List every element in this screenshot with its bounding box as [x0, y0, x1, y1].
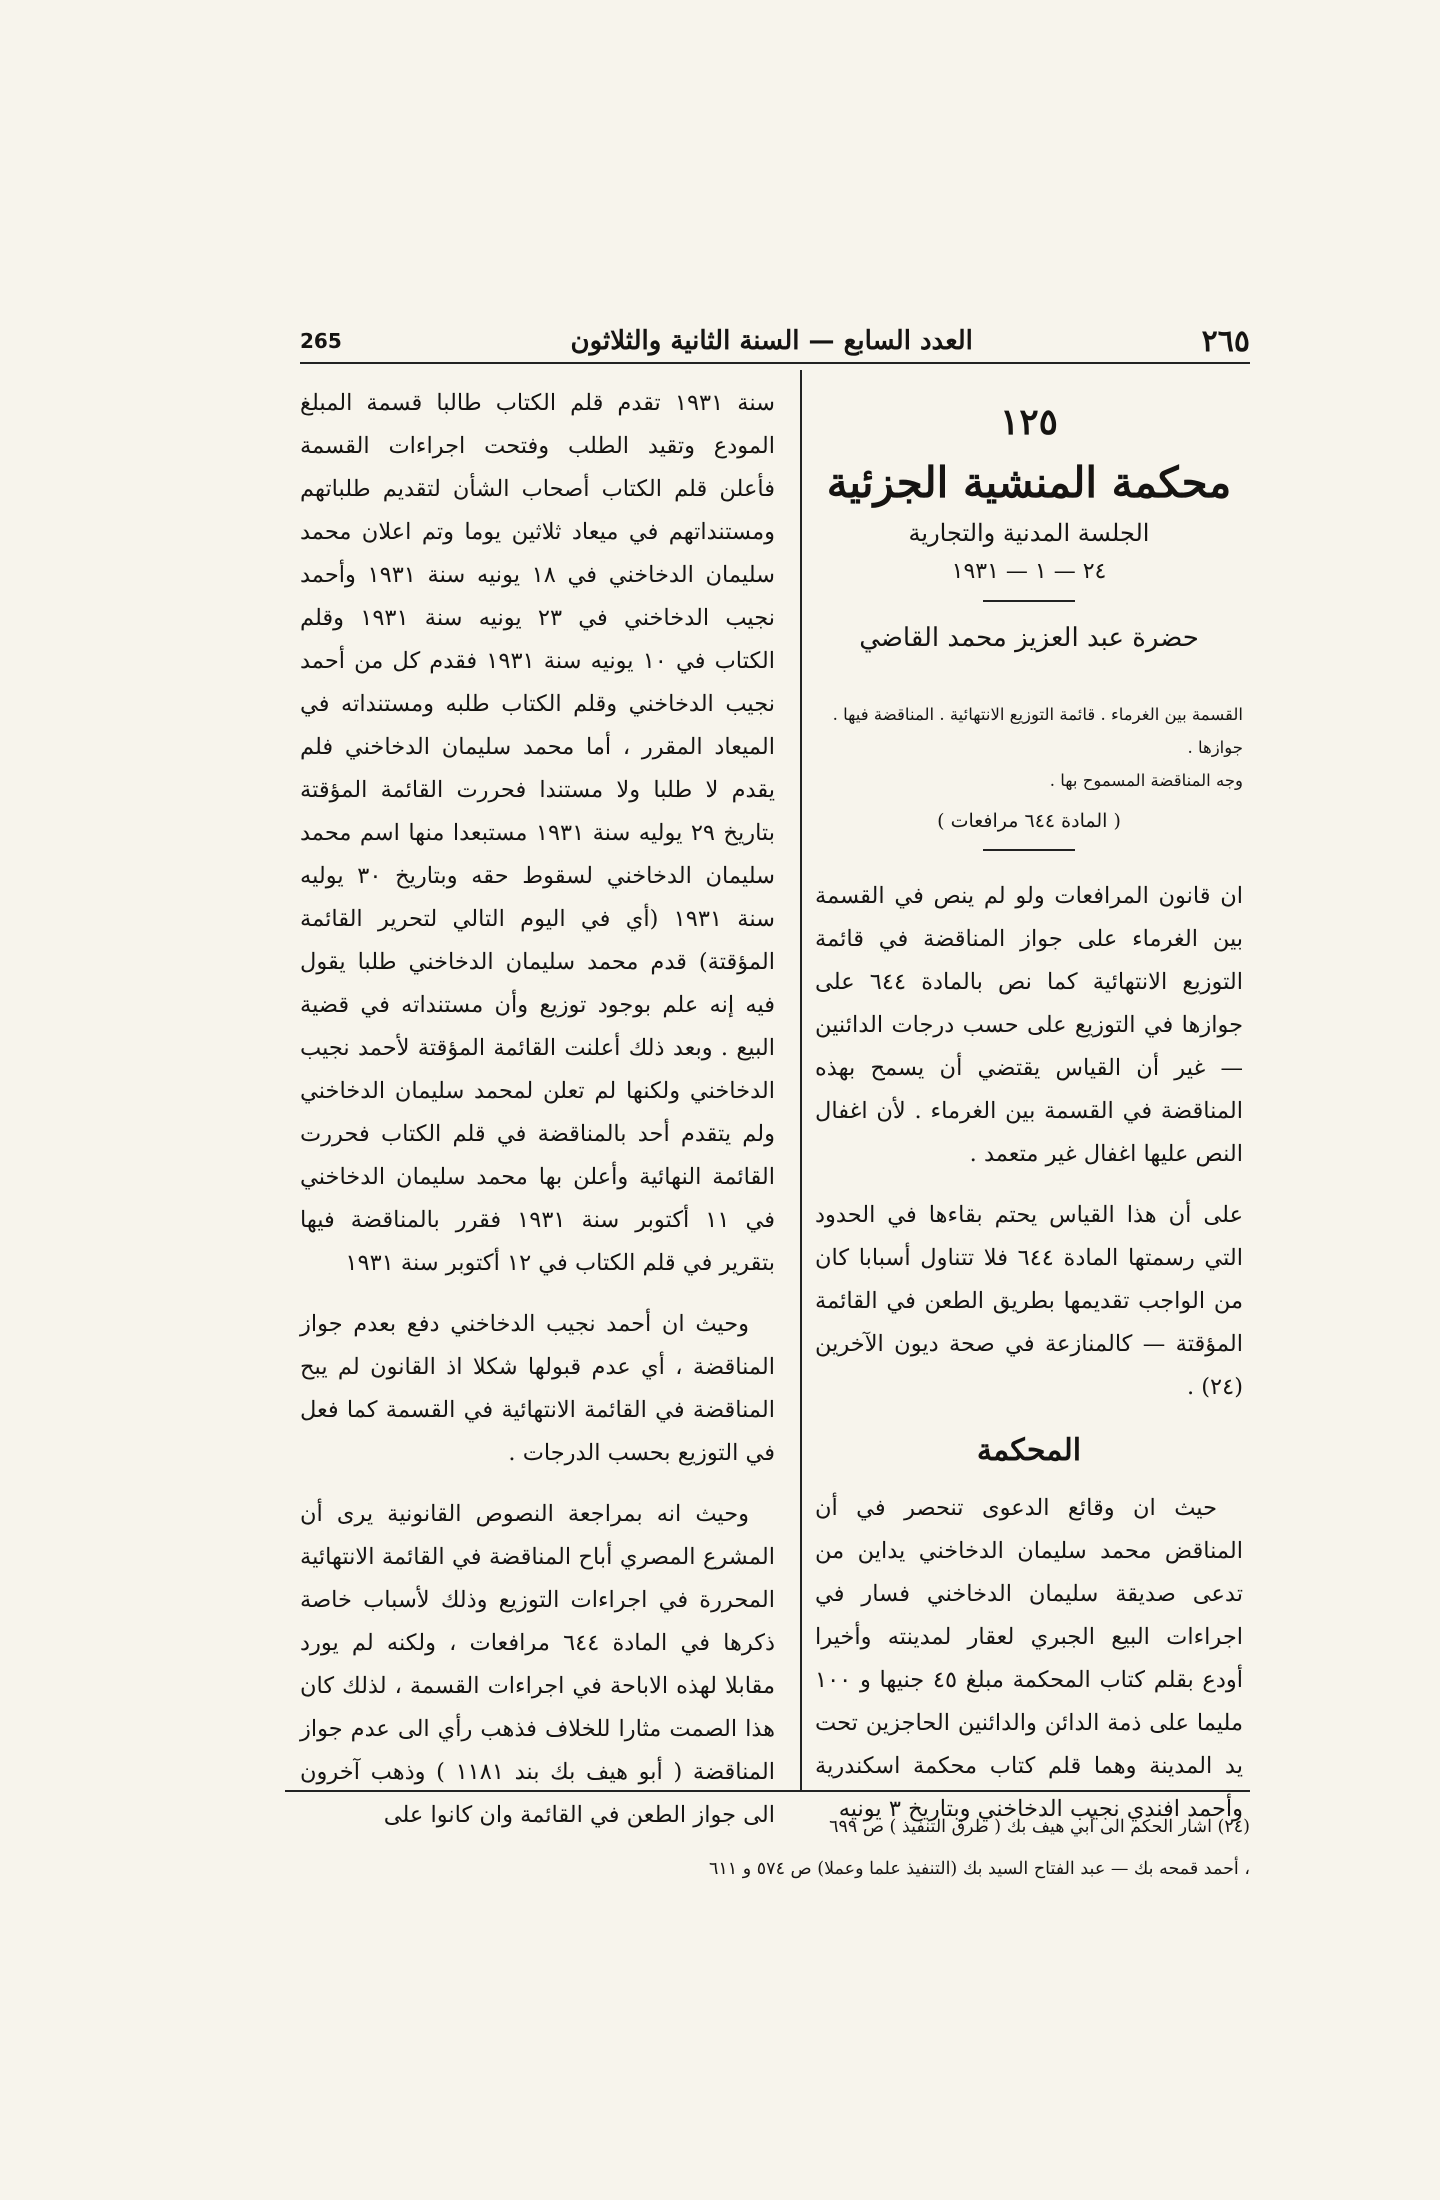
- right-column: [815, 400, 1243, 1849]
- principle-paragraph: ان قانون المرافعات ولو لم ينص في القسمة بين الغرماء على جواز المناقضة في قائمة التوزيع الانتهائية كما نص بالمادة ٦٤٤ على جوازها في التوزيع على حسب درجات الدائنين — غير أن القياس يقتضي أن يسمح بهذه المناقضة في القسمة بين الغرماء . لأن اغفال النص عليها اغفال غير متعمد .: [815, 883, 1244, 1167]
- page-header: [300, 316, 1250, 366]
- footnote: ، أحمد قمحه بك — عبد الفتاح السيد بك (التنفيذ علما وعملا) ص ٥٧٤ و ٦١١: [709, 1859, 1250, 1879]
- keywords-line: وجه المناقضة المسموح بها .: [1049, 771, 1243, 790]
- page-number-latin: 265: [300, 329, 342, 353]
- left-column: [300, 382, 775, 1855]
- body-paragraph: حيث ان وقائع الدعوى تنحصر في أن المناقض محمد سليمان الدخاخني يداين من تدعى صديقة سليمان الدخاخني فسار في اجراءات البيع الجبري لعقار لمدينته وأخيرا أودع بقلم كتاب المحكمة مبلغ ٤٥ جنيها و ١٠٠ مليما على ذمة الدائن والدائنين الحاجزين تحت يد المدينة وهما قلم كتاب محكمة اسكندرية وأحمد افندي نجيب الدخاخني وبتاريخ ٣ يونيه: [815, 1495, 1243, 1822]
- footnote-rule: [285, 1790, 1250, 1792]
- session-date: ٢٤ — ١ — ١٩٣١: [951, 559, 1107, 584]
- session-title: الجلسة المدنية والتجارية: [908, 519, 1150, 547]
- judge-name: حضرة عبد العزيز محمد القاضي: [859, 623, 1199, 653]
- short-rule: [983, 849, 1075, 851]
- article-reference: ( المادة ٦٤٤ مرافعات ): [937, 810, 1121, 832]
- short-rule: [983, 600, 1075, 602]
- body-paragraph: وحيث ان أحمد نجيب الدخاخني دفع بعدم جواز المناقضة ، أي عدم قبولها شكلا اذ القانون لم يبح المناقضة في القائمة الانتهائية في القسمة كما فعل في التوزيع بحسب الدرجات .: [300, 1311, 775, 1466]
- case-number: ١٢٥: [999, 401, 1058, 443]
- column-divider: [800, 370, 802, 1790]
- court-name: محكمة المنشية الجزئية: [826, 458, 1232, 507]
- footnote: (٢٤) اشار الحكم الى أبي هيف بك ( طرق التنفيذ ) ص ٦٩٩: [829, 1817, 1250, 1837]
- body-paragraph: وحيث انه بمراجعة النصوص القانونية يرى أن المشرع المصري أباح المناقضة في القائمة الانتهائية المحررة في اجراءات التوزيع وذلك لأسباب خاصة ذكرها في المادة ٦٤٤ مرافعات ، ولكنه لم يورد مقابلا لهذه الاباحة في اجراءات القسمة ، لذلك كان هذا الصمت مثارا للخلاف فذهب رأي الى عدم جواز المناقضة ( أبو هيف بك بند ١١٨١ ) وذهب آخرون الى جواز الطعن في القائمة وان كانوا على: [300, 1501, 775, 1828]
- principle-paragraph: على أن هذا القياس يحتم بقاءها في الحدود التي رسمتها المادة ٦٤٤ فلا تتناول أسبابا كان من الواجب تقديمها بطريق الطعن في القائمة المؤقتة — كالمنازعة في صحة ديون الآخرين (٢٤) .: [815, 1202, 1243, 1400]
- section-heading: المحكمة: [976, 1433, 1082, 1468]
- page-number-arabic: ٢٦٥: [1201, 323, 1250, 359]
- header-rule: [300, 362, 1250, 364]
- keywords: [815, 698, 1243, 797]
- legal-principle: [815, 875, 1243, 1409]
- keywords-line: القسمة بين الغرماء . قائمة التوزيع الانتهائية . المناقضة فيها . جوازها .: [832, 705, 1243, 757]
- body-paragraph: سنة ١٩٣١ تقدم قلم الكتاب طالبا قسمة المبلغ المودع وتقيد الطلب وفتحت اجراءات القسمة فأعلن قلم الكتاب أصحاب الشأن لتقديم طلباتهم ومستنداتهم في ميعاد ثلاثين يوما وتم اعلان محمد سليمان الدخاخني في ١٨ يونيه سنة ١٩٣١ وأحمد نجيب الدخاخني في ٢٣ يونيه سنة ١٩٣١ وقلم الكتاب في ١٠ يونيه سنة ١٩٣١ فقدم كل من أحمد نجيب الدخاخني وقلم الكتاب طلبه ومستنداته في الميعاد المقرر ، أما محمد سليمان الدخاخني فلم يقدم لا طلبا ولا مستندا فحررت القائمة المؤقتة بتاريخ ٢٩ يوليه سنة ١٩٣١ مستبعدا منها اسم محمد سليمان الدخاخني لسقوط حقه وبتاريخ ٣٠ يوليه سنة ١٩٣١ (أي في اليوم التالي لتحرير القائمة المؤقتة) قدم محمد سليمان الدخاخني طلبا يقول فيه إنه علم بوجود توزيع وأن مستنداته في قضية البيع . وبعد ذلك أعلنت القائمة المؤقتة لأحمد نجيب الدخاخني ولكنها لم تعلن لمحمد سليمان الدخاخني ولم يتقدم أحد بالمناقضة في قلم الكتاب فحررت القائمة النهائية وأعلن بها محمد سليمان الدخاخني في ١١ أكتوبر سنة ١٩٣١ فقرر بالمناقضة فيها بتقرير في قلم الكتاب في ١٢ أكتوبر سنة ١٩٣١: [300, 390, 776, 1276]
- footnotes: [560, 1806, 1250, 1890]
- running-head: العدد السابع — السنة الثانية والثلاثون: [570, 326, 973, 356]
